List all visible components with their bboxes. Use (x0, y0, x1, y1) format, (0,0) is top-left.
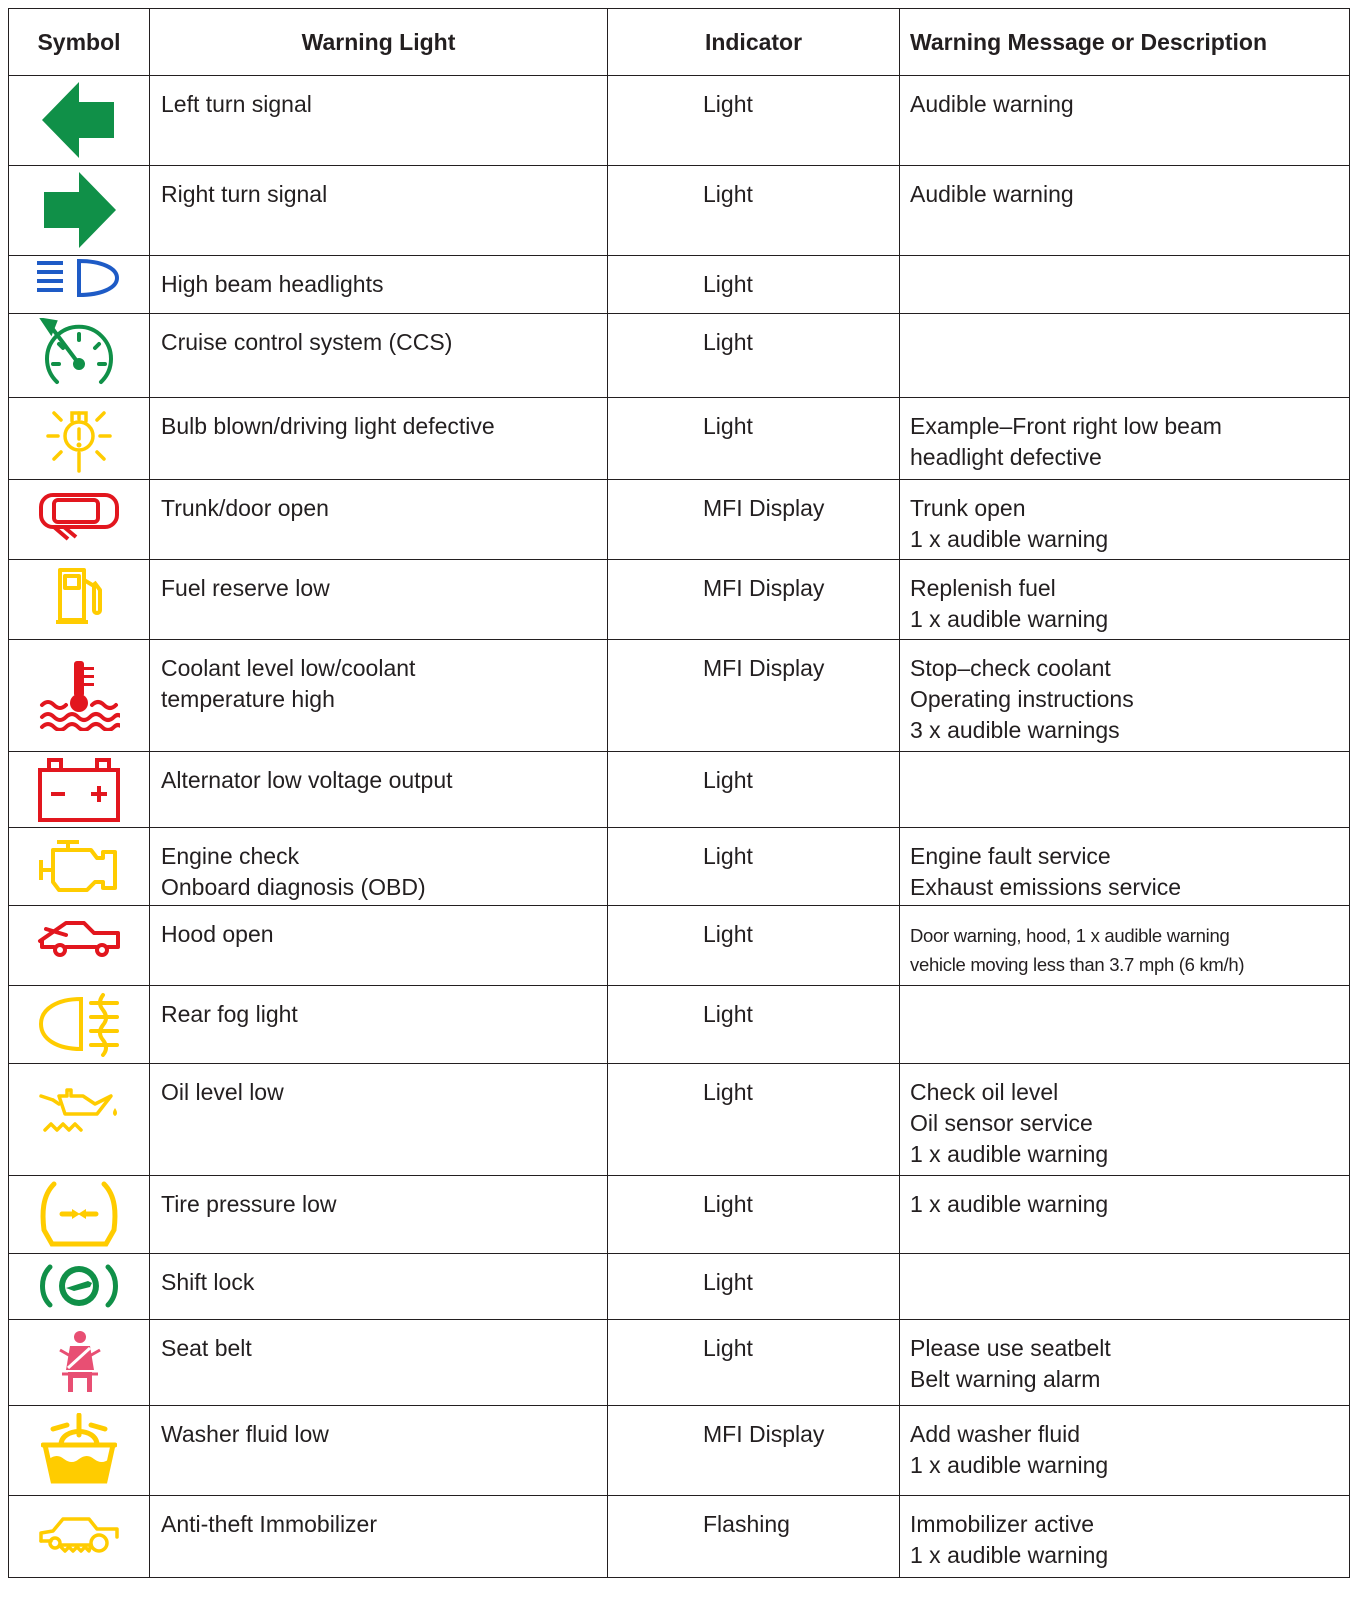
message-cell (900, 986, 1350, 1064)
warning-light-cell: Alternator low voltage output (150, 752, 608, 828)
warning-light-cell: Tire pressure low (150, 1176, 608, 1254)
indicator-cell: MFI Display (608, 1406, 900, 1496)
table-row (9, 1496, 1350, 1578)
warning-light-cell: Trunk/door open (150, 480, 608, 560)
warning-light-cell: High beam headlights (150, 256, 608, 314)
table-row (9, 1064, 1350, 1176)
symbol-cell (9, 480, 150, 560)
symbol-cell (9, 398, 150, 480)
table-row (9, 752, 1350, 828)
header-warning-light: Warning Light (150, 9, 608, 76)
symbol-cell (9, 560, 150, 640)
symbol-cell (9, 828, 150, 906)
message-cell: Replenish fuel 1 x audible warning (900, 560, 1350, 640)
rear-fog-light-icon (37, 991, 121, 1057)
table-row (9, 828, 1350, 906)
table-row (9, 906, 1350, 986)
indicator-cell: Light (608, 828, 900, 906)
high-beam-icon (35, 258, 123, 298)
indicator-cell: Light (608, 314, 900, 398)
indicator-cell: MFI Display (608, 480, 900, 560)
message-cell (900, 752, 1350, 828)
warning-light-cell: Engine check Onboard diagnosis (OBD) (150, 828, 608, 906)
warning-light-cell: Fuel reserve low (150, 560, 608, 640)
message-cell (900, 314, 1350, 398)
battery-icon (37, 756, 121, 822)
table-row (9, 1406, 1350, 1496)
right-turn-arrow-icon (42, 172, 116, 248)
indicator-cell: Light (608, 398, 900, 480)
warning-light-cell: Rear fog light (150, 986, 608, 1064)
warning-light-cell: Washer fluid low (150, 1406, 608, 1496)
symbol-cell (9, 166, 150, 256)
indicator-cell: MFI Display (608, 640, 900, 752)
message-cell: Immobilizer active 1 x audible warning (900, 1496, 1350, 1578)
symbol-cell (9, 906, 150, 986)
message-cell (900, 256, 1350, 314)
message-cell: Example–Front right low beam headlight defective (900, 398, 1350, 480)
warning-light-cell: Shift lock (150, 1254, 608, 1320)
table-row (9, 256, 1350, 314)
message-cell: Audible warning (900, 76, 1350, 166)
indicator-cell: Light (608, 256, 900, 314)
table-row (9, 640, 1350, 752)
warning-light-cell: Coolant level low/coolant temperature high (150, 640, 608, 752)
indicator-cell: Light (608, 166, 900, 256)
symbol-cell (9, 986, 150, 1064)
engine-check-icon (37, 838, 121, 894)
message-cell: Engine fault service Exhaust emissions service (900, 828, 1350, 906)
left-turn-arrow-icon (42, 82, 116, 158)
warning-light-cell: Right turn signal (150, 166, 608, 256)
header-row (9, 9, 1350, 76)
door-open-icon (38, 491, 120, 541)
message-cell: Door warning, hood, 1 x audible warning vehicle moving less than 3.7 mph (6 km/h) (900, 906, 1350, 986)
indicator-cell: Light (608, 1320, 900, 1406)
tire-pressure-icon (36, 1180, 122, 1248)
indicator-cell: Light (608, 1254, 900, 1320)
symbol-cell (9, 1320, 150, 1406)
table-row (9, 166, 1350, 256)
message-cell: Stop–check coolant Operating instructions 3 x audible warnings (900, 640, 1350, 752)
warning-light-cell: Left turn signal (150, 76, 608, 166)
symbol-cell (9, 640, 150, 752)
table-row (9, 1320, 1350, 1406)
table-row (9, 398, 1350, 480)
symbol-cell (9, 1064, 150, 1176)
symbol-cell (9, 1254, 150, 1320)
indicator-cell: Light (608, 1064, 900, 1176)
warning-light-cell: Hood open (150, 906, 608, 986)
message-cell: Add washer fluid 1 x audible warning (900, 1406, 1350, 1496)
message-cell: Please use seatbelt Belt warning alarm (900, 1320, 1350, 1406)
bulb-warning-icon (44, 403, 114, 473)
message-cell (900, 1254, 1350, 1320)
header-symbol: Symbol (9, 9, 150, 76)
table-row (9, 76, 1350, 166)
warning-lights-table (8, 8, 1350, 1578)
table-row (9, 314, 1350, 398)
symbol-cell (9, 752, 150, 828)
coolant-temperature-icon (38, 659, 120, 731)
indicator-cell: Light (608, 752, 900, 828)
symbol-cell (9, 1496, 150, 1578)
seat-belt-icon (54, 1330, 104, 1394)
washer-fluid-icon (41, 1413, 117, 1487)
message-cell: 1 x audible warning (900, 1176, 1350, 1254)
table-row (9, 480, 1350, 560)
message-cell: Trunk open 1 x audible warning (900, 480, 1350, 560)
header-message: Warning Message or Description (900, 9, 1350, 76)
warning-light-cell: Anti-theft Immobilizer (150, 1496, 608, 1578)
indicator-cell: Light (608, 986, 900, 1064)
indicator-cell: Flashing (608, 1496, 900, 1578)
table-row (9, 1176, 1350, 1254)
warning-light-cell: Bulb blown/driving light defective (150, 398, 608, 480)
symbol-cell (9, 256, 150, 314)
hood-open-icon (36, 919, 122, 959)
header-indicator: Indicator (608, 9, 900, 76)
warning-light-cell: Seat belt (150, 1320, 608, 1406)
message-cell: Check oil level Oil sensor service 1 x audible warning (900, 1064, 1350, 1176)
symbol-cell (9, 76, 150, 166)
message-cell: Audible warning (900, 166, 1350, 256)
warning-light-cell: Oil level low (150, 1064, 608, 1176)
symbol-cell (9, 314, 150, 398)
table-row (9, 560, 1350, 640)
fuel-pump-icon (54, 566, 104, 626)
indicator-cell: MFI Display (608, 560, 900, 640)
symbol-cell (9, 1406, 150, 1496)
shift-lock-icon (38, 1261, 120, 1311)
warning-light-cell: Cruise control system (CCS) (150, 314, 608, 398)
immobilizer-key-icon (37, 1515, 121, 1557)
indicator-cell: Light (608, 76, 900, 166)
table-row (9, 1254, 1350, 1320)
cruise-control-icon (39, 318, 119, 392)
oil-can-icon (37, 1086, 121, 1136)
indicator-cell: Light (608, 906, 900, 986)
table-row (9, 986, 1350, 1064)
symbol-cell (9, 1176, 150, 1254)
indicator-cell: Light (608, 1176, 900, 1254)
